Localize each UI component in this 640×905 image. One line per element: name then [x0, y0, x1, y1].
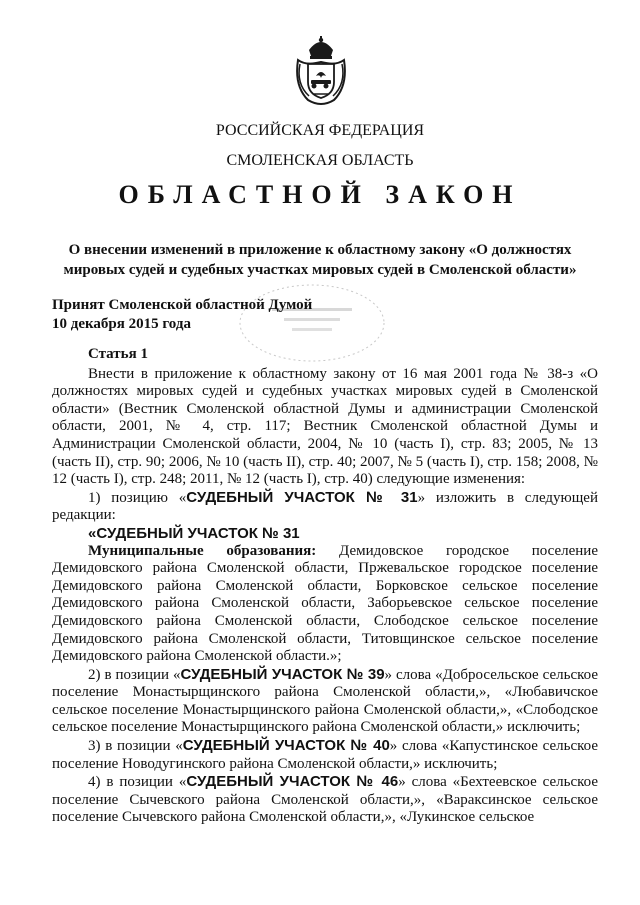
item-3-prefix: 3) в позиции « [88, 738, 183, 755]
item-4-plot: СУДЕБНЫЙ УЧАСТОК № 46 [186, 773, 399, 791]
adoption-line-1: Принят Смоленской областной Думой [52, 297, 313, 313]
document-type-heading: ОБЛАСТНОЙ ЗАКОН [118, 180, 522, 209]
country-heading: РОССИЙСКАЯ ФЕДЕРАЦИЯ [215, 122, 425, 139]
amendment-item-2 [52, 666, 598, 737]
item-2-plot: СУДЕБНЫЙ УЧАСТОК № 39 [180, 665, 385, 683]
item-2-prefix: 2) в позиции « [88, 666, 181, 683]
amendment-item-4 [52, 773, 598, 827]
region-heading: СМОЛЕНСКАЯ ОБЛАСТЬ [226, 152, 414, 169]
quoted-plot-heading: «СУДЕБНЫЙ УЧАСТОК № 31 [88, 524, 300, 542]
item-3-suffix: » слова «Капустинское сельское поселение Новодугинского района Смоленской области,» исключить; [52, 738, 598, 772]
municipal-formations-text: Демидовское городское поселение Демидовского района Смоленской области, Пржевальское городское поселение Демидовского района Смоленской области, Борковское сельское поселение Демидовского района Смоленской области, Заборьевское сельское поселение Демидовского района Смоленской области, Слободское сельское поселение Демидовского района Смоленской области, Титовщинское сельское поселение Демидовского района Смоленской области.»; [52, 542, 598, 665]
item-4-suffix: » слова «Бехтеевское сельское поселение Сычевского района Смоленской области,», «Вараксинское сельское поселение Сычевского района Смоленской области,», «Лукинское сельское [52, 774, 598, 826]
item-1-suffix: » изложить в следующей редакции: [52, 489, 598, 524]
item-1-plot: СУДЕБНЫЙ УЧАСТОК № 31 [186, 488, 418, 506]
item-4-prefix: 4) в позиции « [88, 774, 187, 791]
law-body [52, 346, 598, 827]
municipal-formations-label: Муниципальные образования: [88, 542, 317, 559]
law-title-line-2: мировых судей и судебных участках мировых судей в Смоленской области» [63, 262, 577, 278]
law-title [0, 240, 640, 280]
municipal-formations [52, 543, 598, 666]
adoption-date: 10 декабря 2015 года [52, 316, 191, 332]
adoption-info [52, 296, 312, 334]
article-heading: Статья 1 [88, 346, 148, 362]
amendment-item-1 [52, 489, 598, 525]
item-2-suffix: » слова «Добросельское сельское поселение Монастырщинского района Смоленской области,», «Любавичское сельское поселение Монастырщинского района Смоленской области,», «Слободское сельское поселение Монастырщинского района Смоленской области,» исключить; [52, 666, 598, 736]
law-title-line-1: О внесении изменений в приложение к областному закону «О должностях [68, 242, 572, 258]
item-3-plot: СУДЕБНЫЙ УЧАСТОК № 40 [182, 737, 390, 755]
amendment-item-3 [52, 737, 598, 773]
article-intro: Внести в приложение к областному закону от 16 мая 2001 года № 38-з «О должностях мировых судей и судебных участках мировых судей в Смоленской области» (Вестник Смоленской областной Думы и администрации Смоленской области, 2001, № 4, стр. 117; Вестник Смоленской областной Думы и Администрации Смоленской области, 2004, № 10 (часть I), стр. 83; 2005, № 13 (часть II), стр. 90; 2006, № 10 (часть II), стр. 40; 2007, № 5 (часть I), стр. 158; 2008, № 12 (часть I), стр. 248; 2011, № 12 (часть I), стр. 40) следующие изменения: [52, 365, 598, 488]
coat-of-arms-icon [292, 36, 350, 108]
item-1-prefix: 1) позицию « [88, 489, 187, 506]
